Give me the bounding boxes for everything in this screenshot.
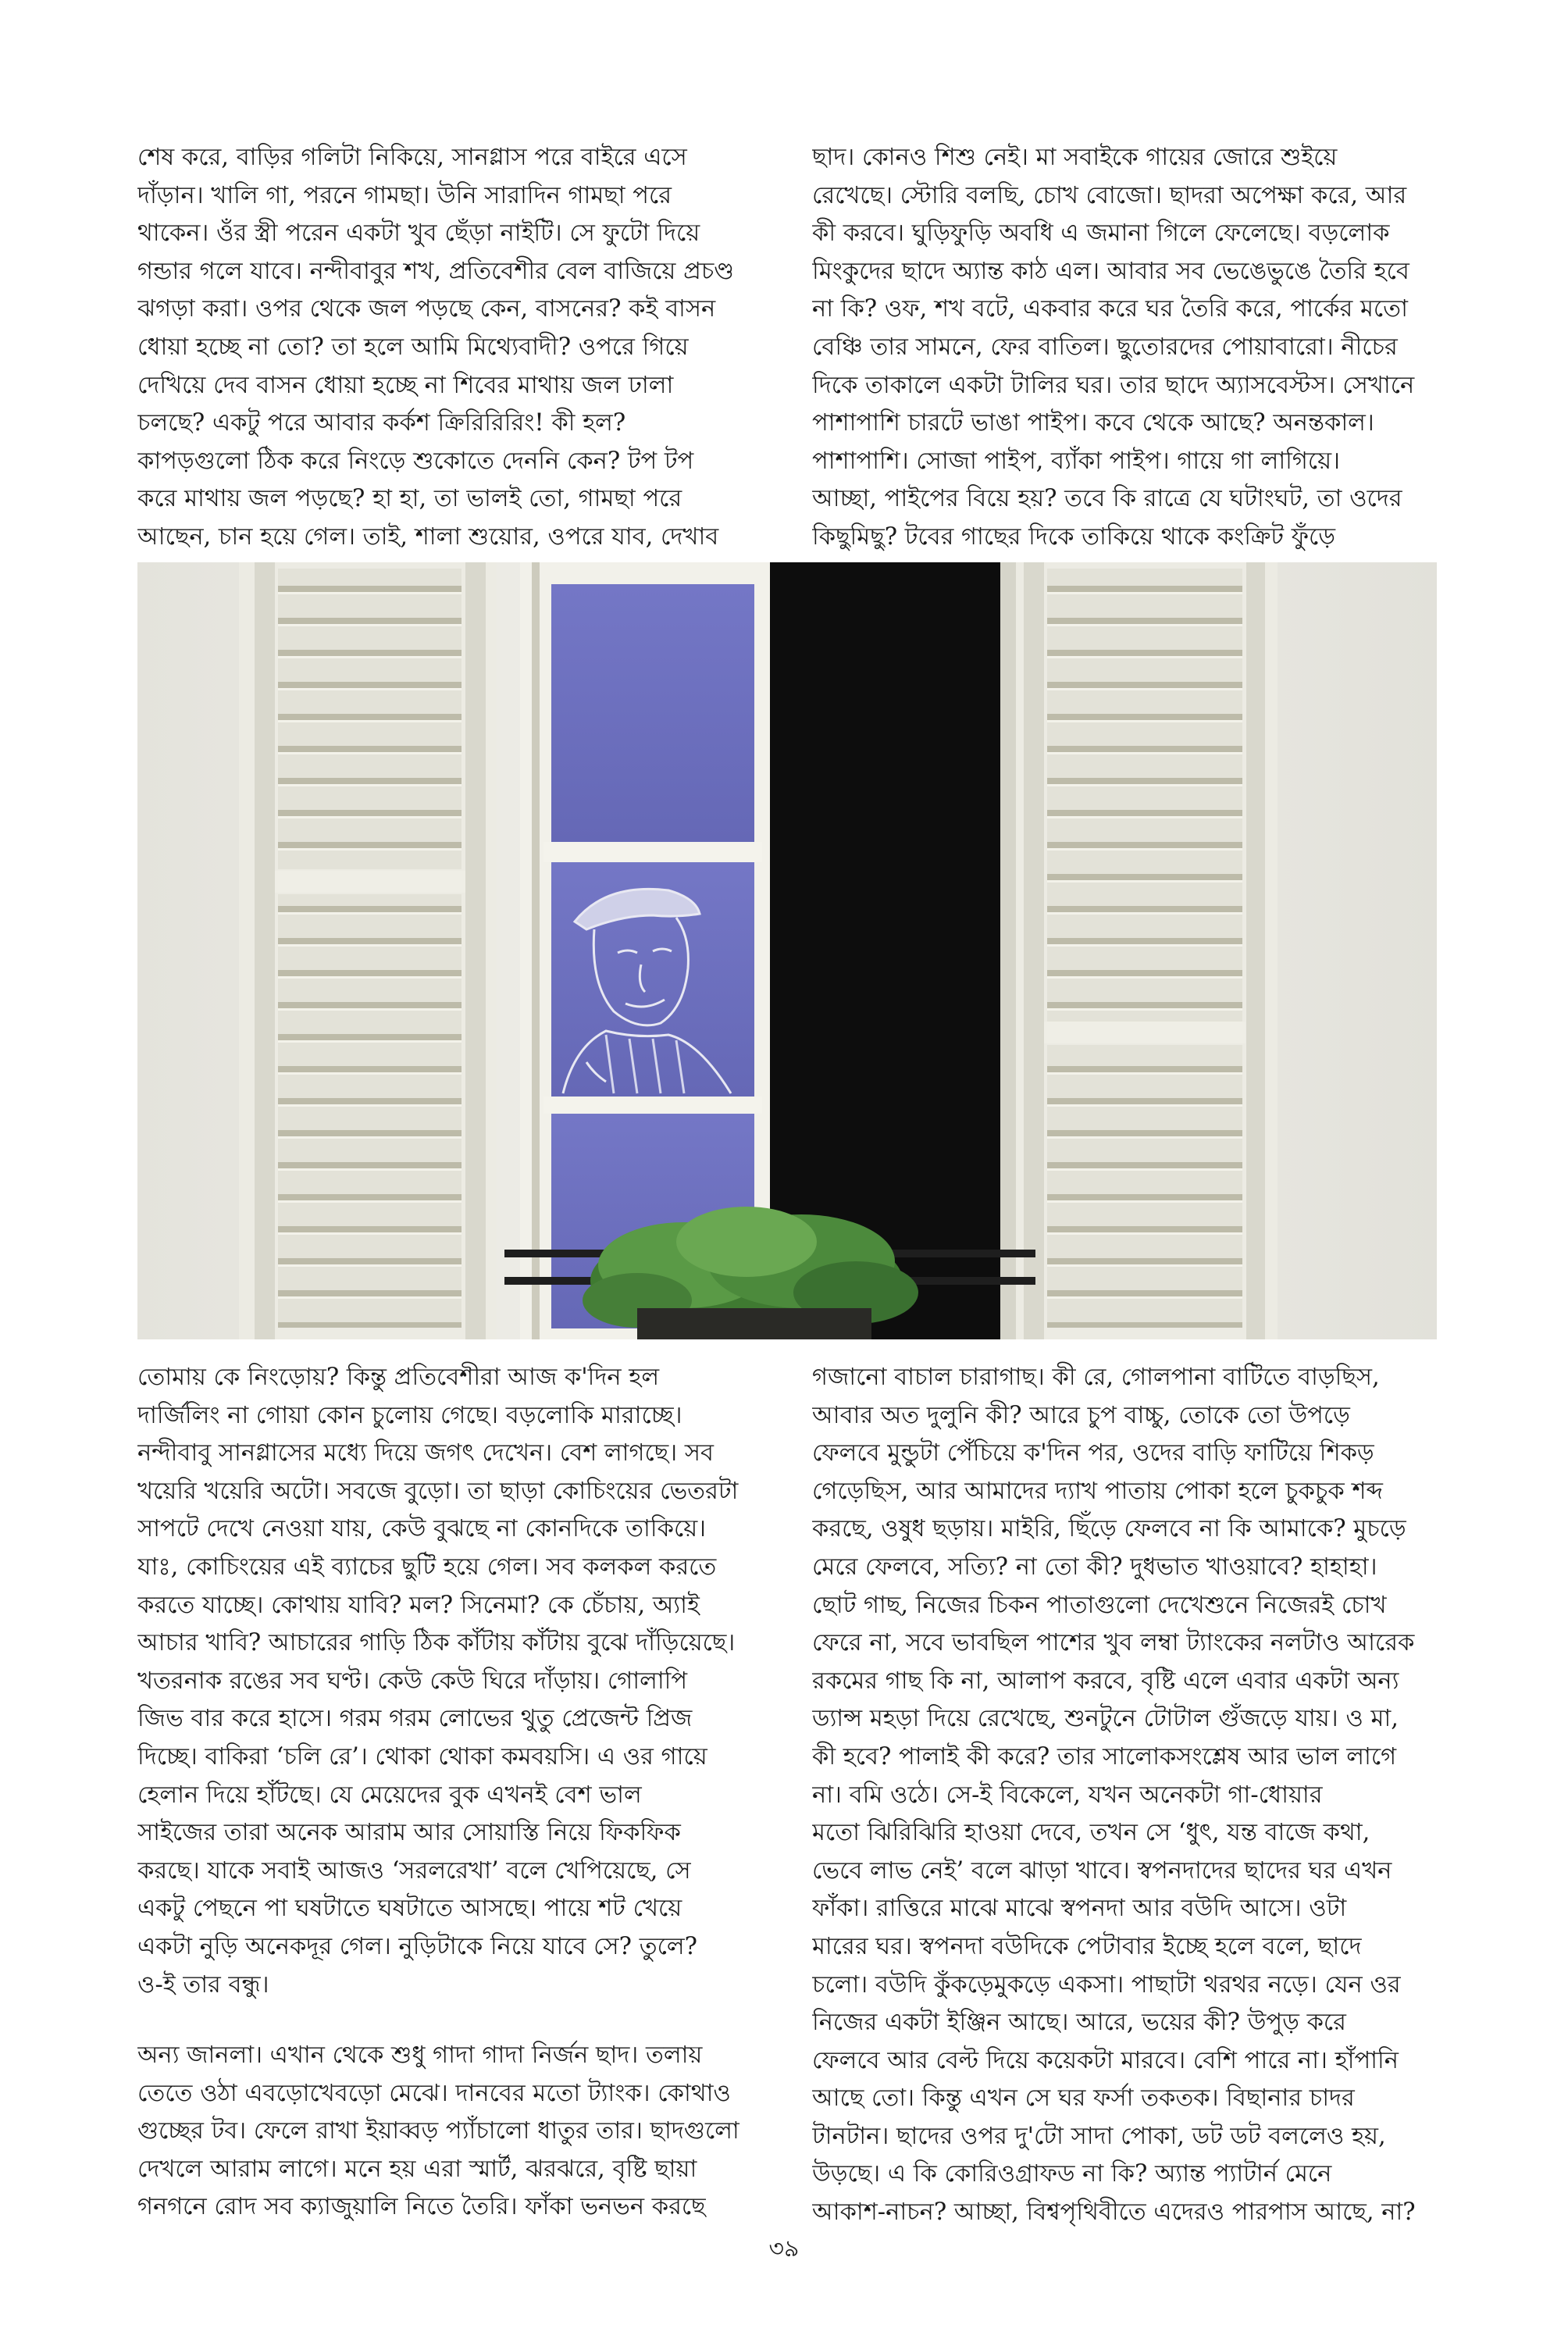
text-line: কিছুমিছু? টবের গাছের দিকে তাকিয়ে থাকে কংক্রিট ফুঁড়ে — [812, 522, 1336, 551]
text-line: না। বমি ওঠে। সে-ই বিকেলে, যখন অনেকটা গা-ধোয়ার — [812, 1781, 1323, 1809]
text-line: দাঁড়ান। খালি গা, পরনে গামছা। উনি সারাদিন গামছা পরে — [137, 181, 672, 209]
text-line: শেষ করে, বাড়ির গলিটা নিকিয়ে, সানগ্লাস পরে বাইরে এসে — [137, 144, 687, 171]
text-line: খতরনাক রঙের সব ঘণ্ট। কেউ কেউ ঘিরে দাঁড়ায়। গোলাপি — [137, 1667, 688, 1695]
text-line: গজানো বাচাল চারাগাছ। কী রে, গোলপানা বাটিতে বাড়ছিস, — [812, 1364, 1380, 1391]
text-line: আকাশ-নাচন? আচ্ছা, বিশ্বপৃথিবীতে এদেরও পারপাস আছে, না? — [812, 2198, 1416, 2227]
text-line: পাশাপাশি। সোজা পাইপ, ব্যাঁকা পাইপ। গায়ে গা লাগিয়ে। — [812, 447, 1341, 475]
text-line: দার্জিলিং না গোয়া কোন চুলোয় গেছে। বড়লোকি মারাচ্ছে। — [137, 1401, 682, 1429]
text-line: টানটান। ছাদের ওপর দু'টো সাদা পোকা, ডট ডট বললেও হয়, — [812, 2122, 1386, 2150]
text-line: করছে। যাকে সবাই আজও ‘সরলরেখা’ বলে খেপিয়েছে, সে — [137, 1856, 691, 1885]
text-line: নন্দীবাবু সানগ্লাসের মধ্যে দিয়ে জগৎ দেখেন। বেশ লাগছে। সব — [137, 1439, 714, 1467]
text-line: যাঃ, কোচিংয়ের এই ব্যাচের ছুটি হয়ে গেল। সব কলকল করতে — [137, 1553, 717, 1581]
text-line: ফেলবে আর বেল্ট দিয়ে কয়েকটা মারবে। বেশি পারে না। হাঁপানি — [812, 2046, 1399, 2074]
text-line: জিভ বার করে হাসে। গরম গরম লোভের থুতু প্রেজেন্ট প্রিজ — [137, 1705, 693, 1733]
text-line: ছোট গাছ, নিজের চিকন পাতাগুলো দেখেশুনে নিজেরই চোখ — [812, 1591, 1387, 1619]
text-line: থাকেন। ওঁর স্ত্রী পরেন একটা খুব ছেঁড়া নাইটি। সে ফুটো দিয়ে — [137, 219, 700, 248]
text-line: দিকে তাকালে একটা টালির ঘর। তার ছাদে অ্যাসবেস্টস। সেখানে — [812, 371, 1415, 399]
text-line: ঝগড়া করা। ওপর থেকে জল পড়ছে কেন, বাসনের? কই বাসন — [137, 295, 716, 323]
text-line: ফাঁকা। রাত্তিরে মাঝে মাঝে স্বপনদা আর বউদি আসে। ওটা — [812, 1895, 1347, 1923]
text-line: কাপড়গুলো ঠিক করে নিংড়ে শুকোতে দেননি কেন? টপ টপ — [137, 447, 694, 475]
text-line: চলছে? একটু পরে আবার কর্কশ ক্রিরিরিরিং! কী হল? — [137, 409, 626, 437]
text-column-top-right — [812, 139, 1437, 557]
text-line: করতে যাচ্ছে। কোথায় যাবি? মল? সিনেমা? কে চেঁচায়, অ্যাই — [137, 1591, 700, 1619]
text-line: আচ্ছা, পাইপের বিয়ে হয়? তবে কি রাত্রে যে ঘটাংঘট, তা ওদের — [812, 485, 1402, 513]
text-line: অন্য জানলা। এখান থেকে শুধু গাদা গাদা নির্জন ছাদ। তলায় — [137, 2042, 703, 2070]
text-line: মারের ঘর। স্বপনদা বউদিকে পেটাবার ইচ্ছে হলে বলে, ছাদে — [812, 1932, 1362, 1960]
text-column-top-left — [137, 139, 762, 557]
text-line: খয়েরি খয়েরি অটো। সবজে বুড়ো। তা ছাড়া কোচিংয়ের ভেতরটা — [137, 1477, 739, 1505]
text-line: করে মাথায় জল পড়ছে? হা হা, তা ভালই তো, গামছা পরে — [137, 485, 682, 513]
text-line: নিজের একটা ইঞ্জিন আছে। আরে, ভয়ের কী? উপুড় করে — [812, 2009, 1346, 2037]
text-column-bottom-right — [812, 1359, 1437, 2232]
text-line: তোমায় কে নিংড়োয়? কিন্তু প্রতিবেশীরা আজ ক'দিন হল — [137, 1364, 660, 1391]
paragraph-gap — [137, 2004, 762, 2037]
text-line: সাইজের তারা অনেক আরাম আর সোয়াস্তি নিয়ে ফিকফিক — [137, 1819, 681, 1847]
text-line: মিংকুদের ছাদে অ্যান্ত কাঠ এল। আবার সব ভেঙেভুঙে তৈরি হবে — [812, 257, 1409, 285]
text-line: ভেবে লাভ নেই’ বলে ঝাড়া খাবে। স্বপনদাদের ছাদের ঘর এখন — [812, 1856, 1392, 1885]
text-column-bottom-left — [137, 1359, 762, 2227]
text-line: আছেন, চান হয়ে গেল। তাই, শালা শুয়োর, ওপরে যাব, দেখাব — [137, 522, 719, 551]
text-line: চলো। বউদি কুঁকড়েমুকড়ে একসা। পাছাটা থরথর নড়ে। যেন ওর — [812, 1970, 1401, 1999]
text-line: গুচ্ছের টব। ফেলে রাখা ইয়াব্বড় প্যাঁচালো ধাতুর তার। ছাদগুলো — [137, 2117, 739, 2145]
text-line: দিচ্ছে। বাকিরা ‘চলি রে’। থোকা থোকা কমবয়সি। এ ওর গায়ে — [137, 1742, 707, 1771]
text-line: করছে, ওষুধ ছড়ায়। মাইরি, ছিঁড়ে ফেলবে না কি আমাকে? মুচড়ে — [812, 1515, 1406, 1543]
text-line: তেতে ওঠা এবড়োখেবড়ো মেঝে। দানবের মতো ট্যাংক। কোথাও — [137, 2079, 731, 2107]
text-line: ও-ই তার বন্ধু। — [137, 1970, 269, 1999]
text-line: রেখেছে। স্টোরি বলছি, চোখ বোজো। ছাদরা অপেক্ষা করে, আর — [812, 181, 1407, 209]
glass-pane-top — [551, 584, 754, 842]
text-line: একটু পেছনে পা ঘষটাতে ঘষটাতে আসছে। পায়ে শট খেয়ে — [137, 1895, 682, 1923]
text-line: কী করবে। ঘুড়িফুড়ি অবধি এ জমানা গিলে ফেলেছে। বড়লোক — [812, 219, 1390, 248]
text-line: আছে তো। কিন্তু এখন সে ঘর ফর্সা তকতক। বিছানার চাদর — [812, 2084, 1355, 2113]
text-line: হেলান দিয়ে হাঁটছে। যে মেয়েদের বুক এখনই বেশ ভাল — [137, 1781, 642, 1809]
text-line: ড্যান্স মহড়া দিয়ে রেখেছে, শুনটুনে টোটাল গুঁজড়ে যায়। ও মা, — [812, 1705, 1399, 1733]
text-line: দেখলে আরাম লাগে। মনে হয় এরা স্মার্ট, ঝরঝরে, বৃষ্টি ছায়া — [137, 2155, 697, 2183]
text-line: গন্ডার গলে যাবে। নন্দীবাবুর শখ, প্রতিবেশীর বেল বাজিয়ে প্রচণ্ড — [137, 257, 735, 285]
left-shutter — [239, 562, 497, 1339]
text-line: সাপটে দেখে নেওয়া যায়, কেউ বুঝছে না কোনদিকে তাকিয়ে। — [137, 1515, 707, 1543]
text-line: গেড়েছিস, আর আমাদের দ্যাখ পাতায় পোকা হলে চুকচুক শব্দ — [812, 1477, 1383, 1505]
text-line: মেরে ফেলবে, সত্যি? না তো কী? দুধভাত খাওয়াবে? হাহাহা। — [812, 1553, 1377, 1581]
text-line: ফেলবে মুন্ডুটা পেঁচিয়ে ক'দিন পর, ওদের বাড়ি ফাটিয়ে শিকড় — [812, 1439, 1374, 1467]
text-line: ধোয়া হচ্ছে না তো? তা হলে আমি মিথ্যেবাদী? ওপরে গিয়ে — [137, 333, 689, 361]
text-line: আচার খাবি? আচারের গাড়ি ঠিক কাঁটায় কাঁটায় বুঝে দাঁড়িয়েছে। — [137, 1629, 736, 1657]
text-line: ছাদ। কোনও শিশু নেই। মা সবাইকে গায়ের জোরে শুইয়ে — [812, 144, 1338, 171]
text-line: আবার অত দুলুনি কী? আরে চুপ বাচ্চু, তোকে তো উপড়ে — [812, 1401, 1350, 1429]
text-line: দেখিয়ে দেব বাসন ধোয়া হচ্ছে না শিবের মাথায় জল ঢালা — [137, 371, 674, 399]
text-line: পাশাপাশি চারটে ভাঙা পাইপ। কবে থেকে আছে? অনন্তকাল। — [812, 409, 1374, 437]
text-line: ফেরে না, সবে ভাবছিল পাশের খুব লম্বা ট্যাংকের নলটাও আরেক — [812, 1629, 1415, 1657]
text-line: রকমের গাছ কি না, আলাপ করবে, বৃষ্টি এলে এবার একটা অন্য — [812, 1667, 1399, 1695]
text-line: মতো ঝিরিঝিরি হাওয়া দেবে, তখন সে ‘ধুৎ, যন্ত বাজে কথা, — [812, 1819, 1370, 1847]
page-number: ৩৯ — [768, 2235, 800, 2263]
right-shutter — [1016, 562, 1278, 1339]
text-line: উড়ছে। এ কি কোরিওগ্রাফড না কি? অ্যান্ত প্যাটার্ন মেনে — [812, 2160, 1332, 2188]
text-line: বেঞ্চি তার সামনে, ফের বাতিল। ছুতোরদের পোয়াবারো। নীচের — [812, 333, 1398, 361]
text-line: কী হবে? পালাই কী করে? তার সালোকসংশ্লেষ আর ভাল লাগে — [812, 1742, 1397, 1771]
text-line: না কি? ওফ, শখ বটে, একবার করে ঘর তৈরি করে, পার্কের মতো — [812, 295, 1408, 323]
text-line: একটা নুড়ি অনেকদূর গেল। নুড়িটাকে নিয়ে যাবে সে? তুলে? — [137, 1932, 697, 1960]
text-line: গনগনে রোদ সব ক্যাজুয়ালি নিতে তৈরি। ফাঁকা ভনভন করছে — [137, 2193, 706, 2221]
window-photo — [137, 562, 1437, 1339]
